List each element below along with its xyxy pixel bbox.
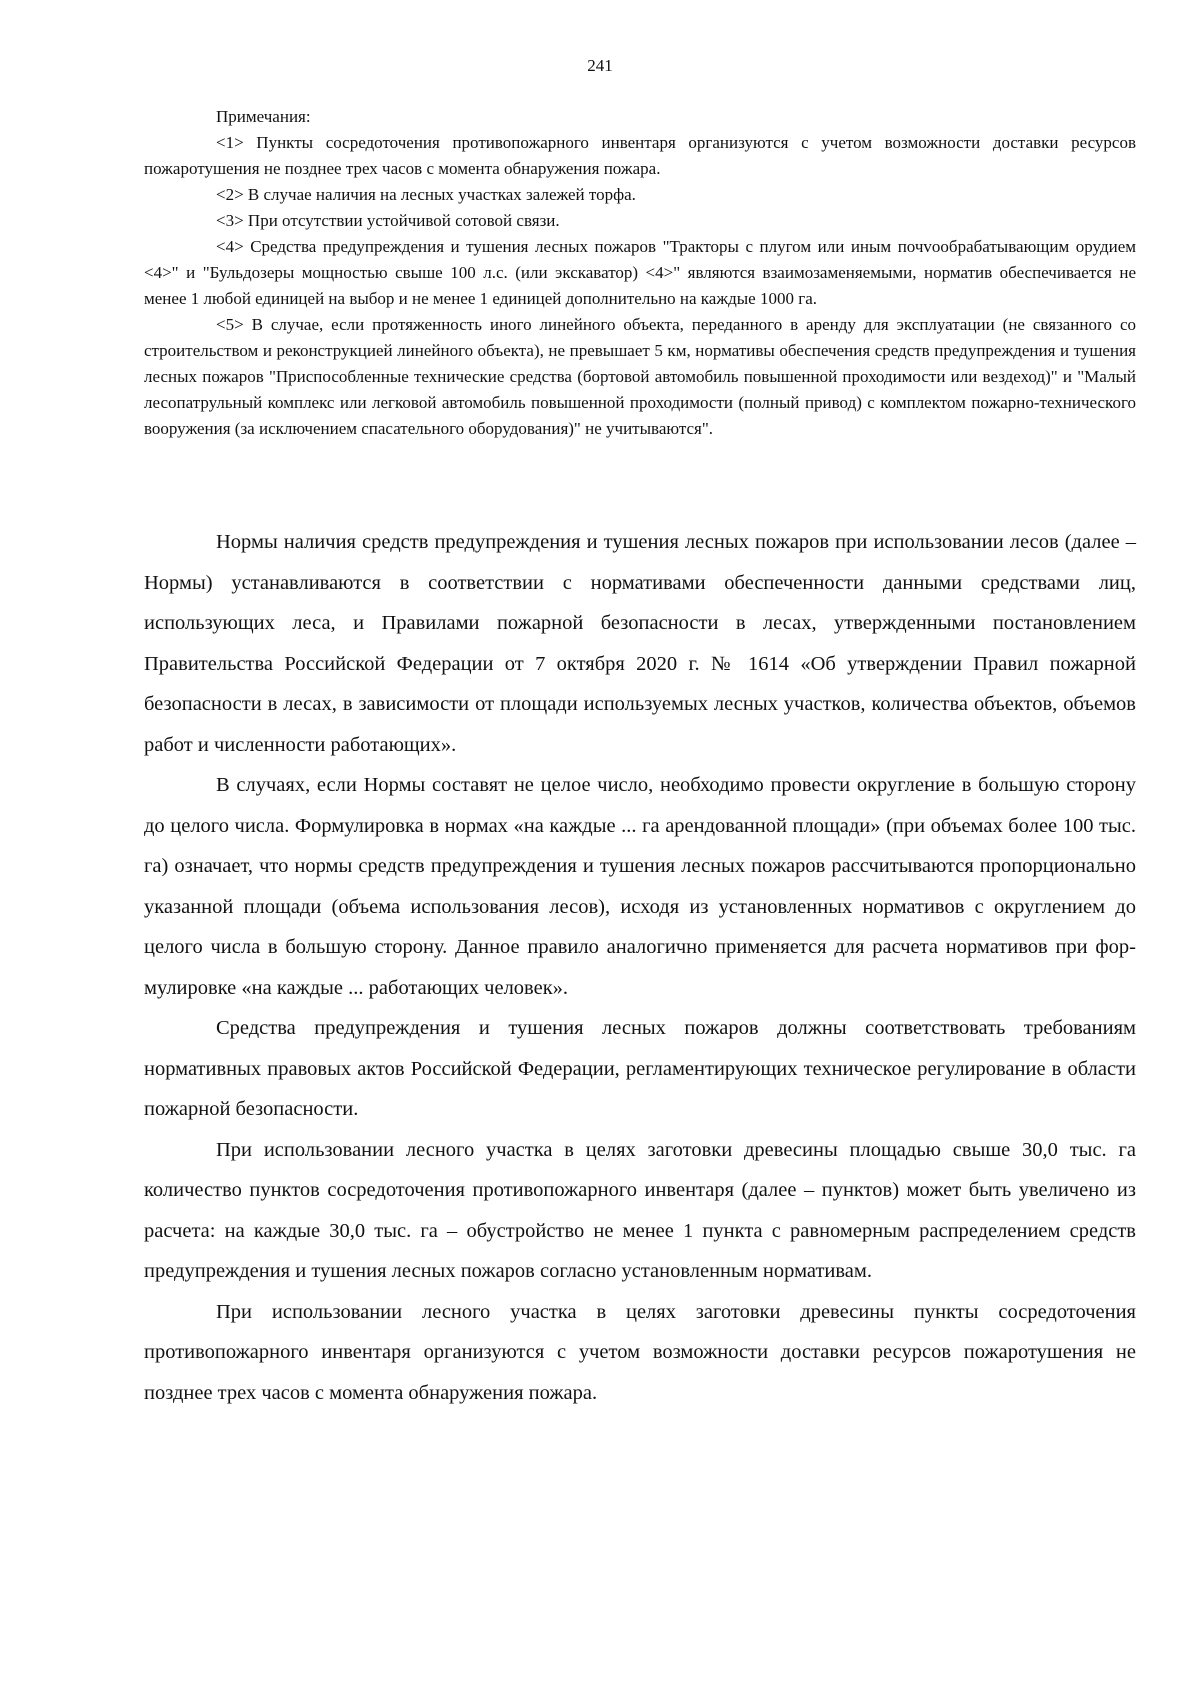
paragraph-points-count: При использовании лесного участка в целях заготовки древесины площадью свыше 30,0 тыс. га количество пунктов сосредоточения противопожарного инвентаря (далее – пунктов) может быть увеличено из расчета: на каждые 30,0 тыс. га – обустройство не менее 1 пункта с равномерным распределением средств предупреждения и тушения лесных пожаров согласно установленным нормативам. bbox=[144, 1138, 1136, 1282]
note-item-2: <2> В случае наличия на лесных участках залежей торфа. bbox=[216, 185, 636, 204]
paragraph-delivery: При использовании лесного участка в целях заготовки древесины пункты сосредоточения противопожарного инвентаря организуются с учетом возможности доставки ресурсов пожаротушения не позднее трех часов с момента обнаружения пожара. bbox=[144, 1300, 1136, 1404]
notes-heading: Примечания: bbox=[216, 107, 311, 126]
notes-section bbox=[144, 104, 1136, 442]
paragraph-norms: Нормы наличия средств предупреждения и тушения лесных пожаров при использовании лесов (далее – Нормы) устанавливаются в соответствии с нормативами обеспеченности данными средствами лиц, использующих леса, и Правилами пожарной безопасности в лесах, утвержденными постановлением Правительства Российской Федерации от 7 октября 2020 г. № 1614 «Об утверждении Правил пожарной безопасности в лесах, в зависимости от площади используемых лесных участков, количества объектов, объемов работ и численности работающих». bbox=[144, 531, 1136, 756]
page-number: 241 bbox=[587, 56, 613, 75]
main-text bbox=[144, 522, 1136, 1413]
note-item-3: <3> При отсутствии устойчивой сотовой связи. bbox=[216, 211, 560, 230]
note-item-1: <1> Пункты сосредоточения противопожарного инвентаря организуются с учетом возможности доставки ресурсов пожаротушения не позднее трех часов с момента обнаружения пожара. bbox=[144, 133, 1136, 178]
paragraph-rounding: В случаях, если Нормы составят не целое число, необходимо провести округление в большую сторону до целого числа. Формулировка в нормах «на каждые ... га арендованной площади» (при объемах более 100 тыс. га) означает, что нормы средств предупреждения и тушения лесных пожаров рассчитываются пропорционально указанной площади (объема использования лесов), исходя из установленных нормативов с округлением до целого числа в большую сторону. Данное правило аналогично применяется для расчета нормативов при формулировке «на каждые ... работающих человек». bbox=[144, 774, 1136, 999]
note-item-4: <4> Средства предупреждения и тушения лесных пожаров "Тракторы с плугом или иным почvoобрабатывающим орудием <4>" и "Бульдозеры мощностью свыше 100 л.с. (или экскаватор) <4>" являются взаимозаменяемыми, норматив обеспечивается не менее 1 любой единицей на выбор и не менее 1 единицей дополнительно на каждые 1000 га. bbox=[144, 237, 1136, 308]
note-item-5: <5> В случае, если протяженность иного линейного объекта, переданного в аренду для эксплуатации (не связанного со строительством и реконструкцией линейного объекта), не превышает 5 км, нормативы обеспечения средств предупреждения и тушения лесных пожаров "Приспособленные технические средства (бортовой автомобиль повышенной проходимости или вездеход)" и "Малый лесопатрульный комплекс или легковой автомобиль повышенной проходимости (полный привод) с комплектом пожарно-технического вооружения (за исключением спасательного оборудования)" не учитываются". bbox=[144, 315, 1136, 438]
paragraph-requirements: Средства предупреждения и тушения лесных пожаров должны соответствовать требованиям нормативных правовых актов Российской Федерации, регламентирующих техническое регулирование в области пожарной безопасности. bbox=[144, 1017, 1136, 1120]
